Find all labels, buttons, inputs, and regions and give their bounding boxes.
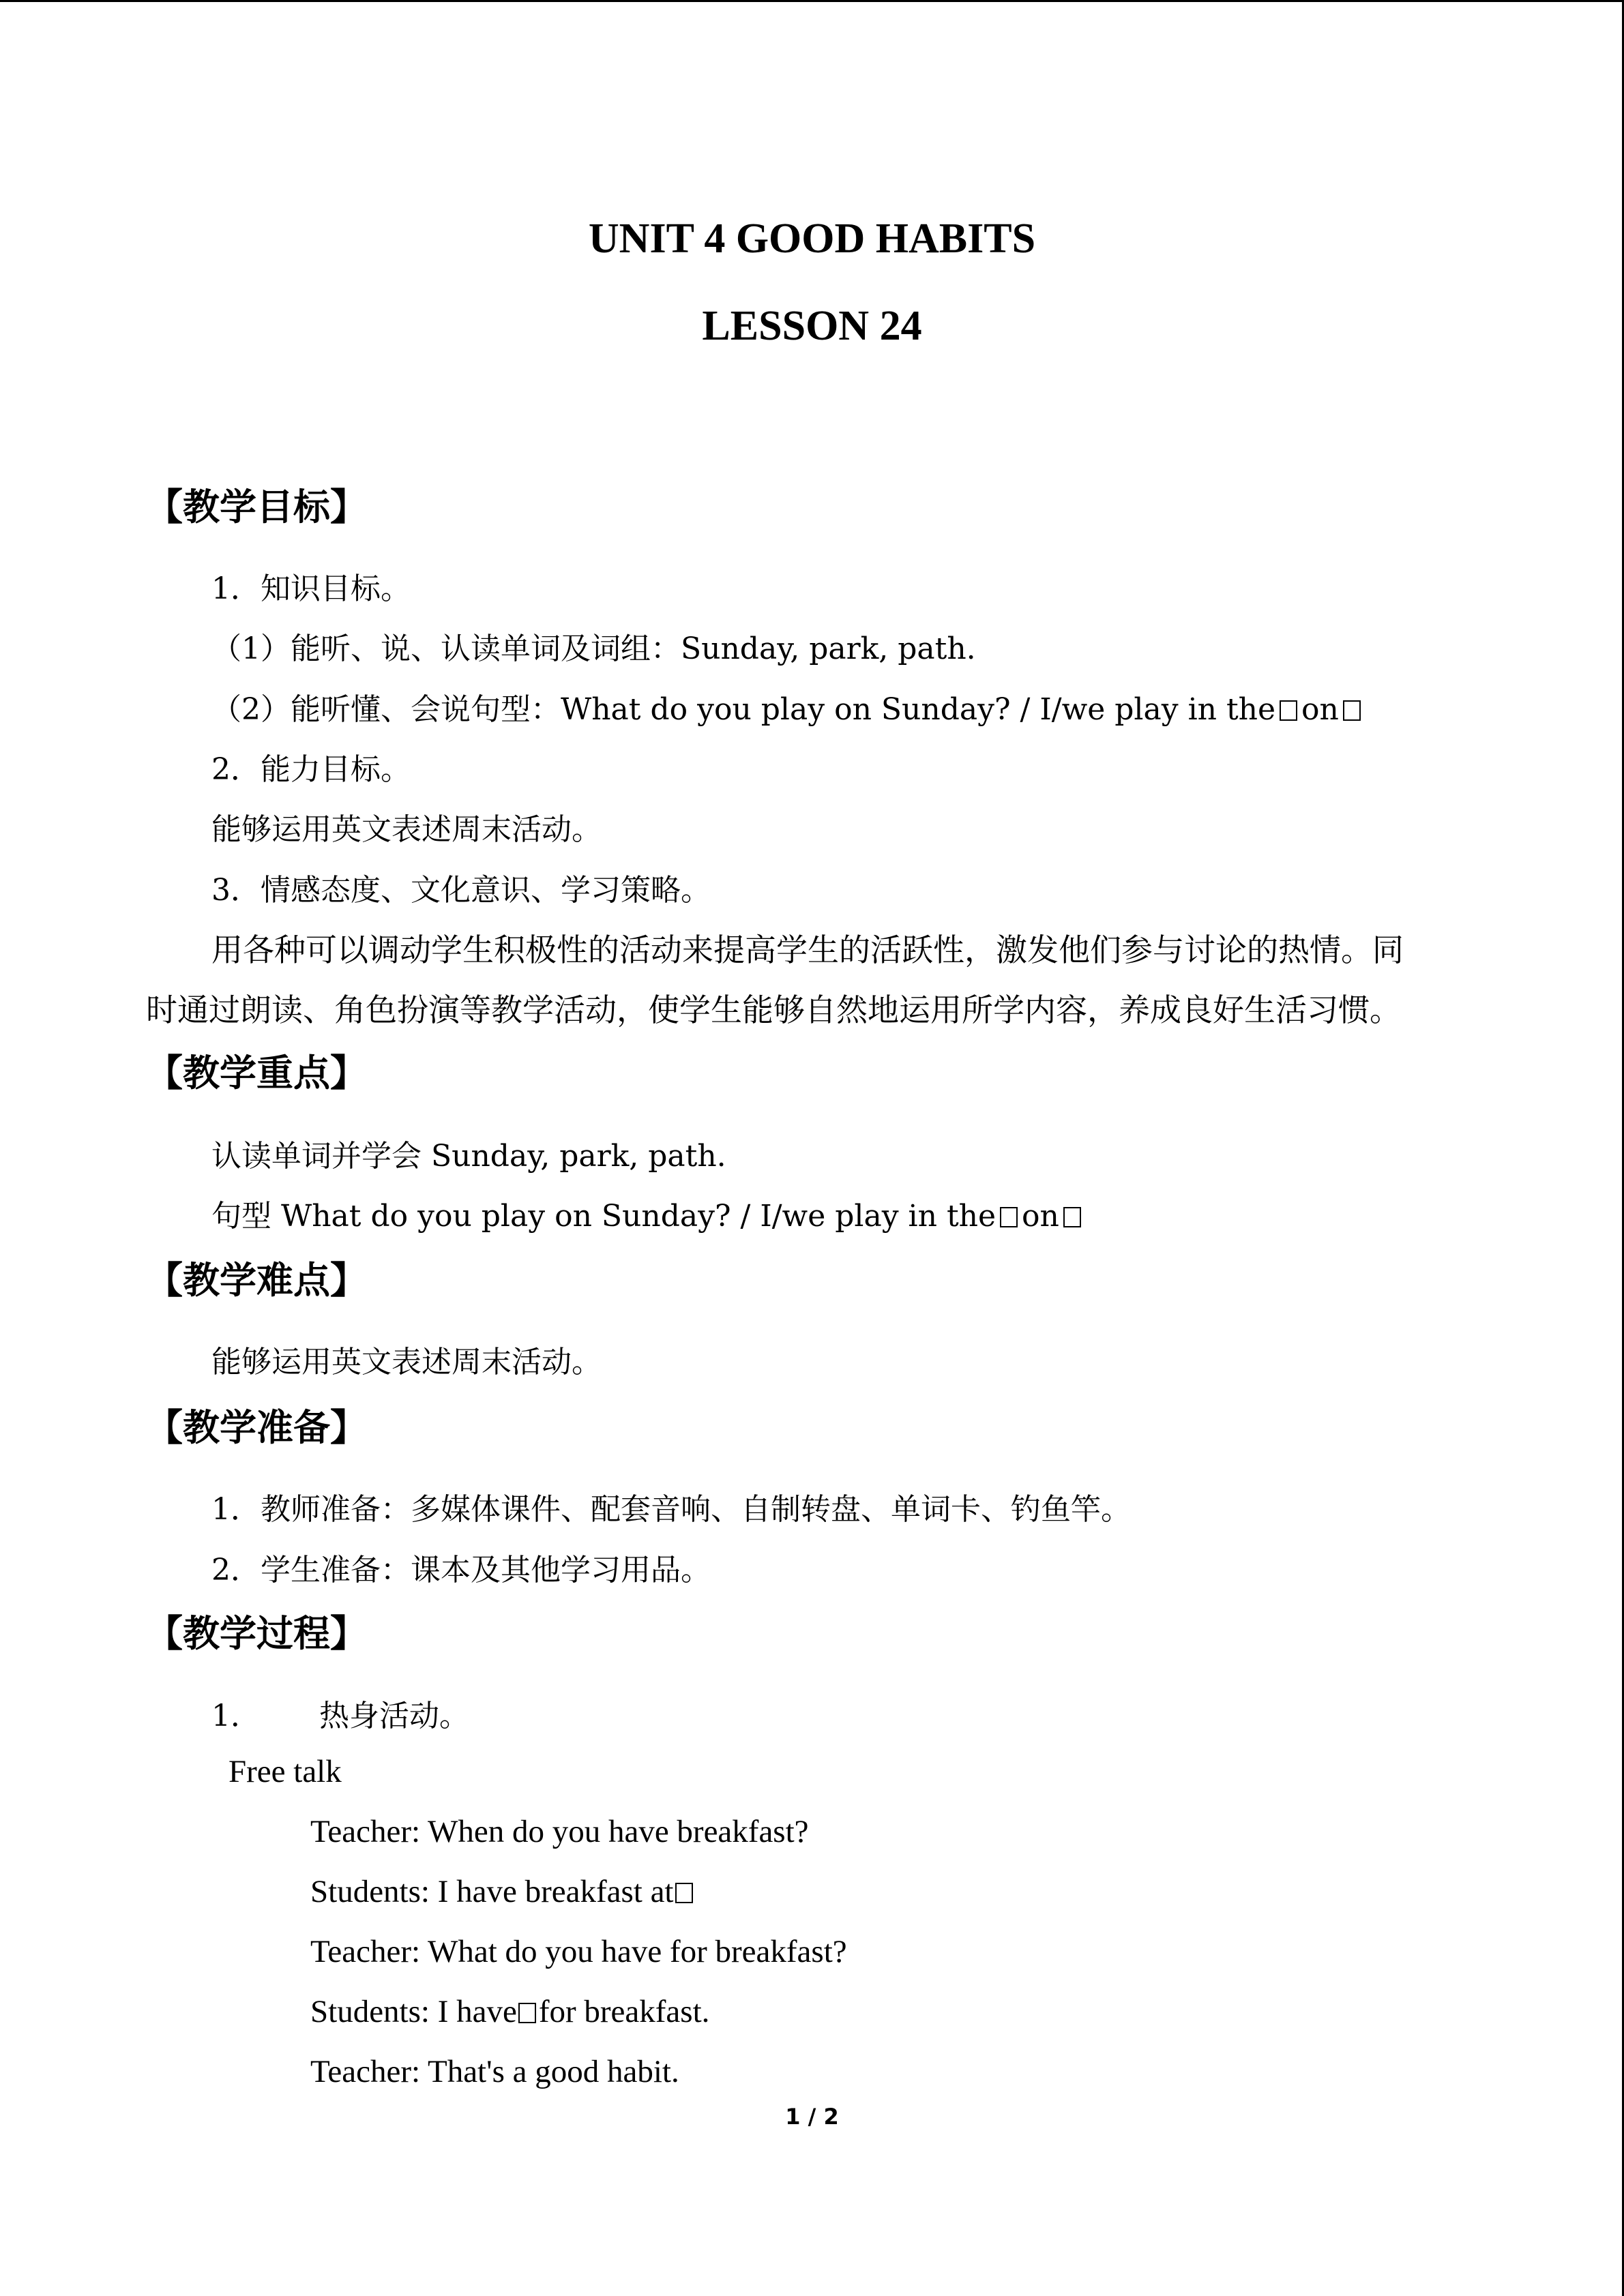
objective-knowledge-sub1: （1）能听、说、认读单词及词组：Sunday, park, path.: [211, 631, 976, 666]
blank-box: [1063, 1207, 1081, 1227]
blank-box: [1280, 700, 1297, 721]
dialogue-line-5: Teacher: That's a good habit.: [310, 2054, 679, 2089]
objective-knowledge: 1．知识目标。: [211, 571, 411, 606]
key-point-sentence-on: on: [1022, 1199, 1059, 1234]
key-point-words: 认读单词并学会 Sunday, park, path.: [211, 1139, 726, 1174]
key-points-heading: 【教学重点】: [146, 1052, 367, 1094]
objective-attitude-text-2: 时通过朗读、角色扮演等教学活动，使学生能够自然地运用所学内容，养成良好生活习惯。: [146, 992, 1401, 1028]
preparation-heading: 【教学准备】: [146, 1406, 367, 1449]
blank-box: [1343, 700, 1361, 721]
dialogue-line-2: [310, 1873, 696, 1910]
process-step1-number: 1．: [211, 1699, 261, 1733]
objective-knowledge-sub2-text: （2）能听懂、会说句型：What do you play on Sunday? / I/we play in the: [211, 692, 1276, 727]
key-point-sentence: [211, 1191, 1085, 1235]
dialogue-line-4-suffix: for breakfast.: [538, 1994, 710, 2029]
document-title: UNIT 4 GOOD HABITS: [588, 215, 1036, 262]
free-talk-label: Free talk: [228, 1754, 342, 1789]
objective-ability-text: 能够运用英文表述周末活动。: [211, 812, 602, 847]
dialogue-line-3: Teacher: What do you have for breakfast?: [310, 1934, 847, 1969]
blank-box: [1000, 1207, 1018, 1227]
page-indicator: 1 / 2: [785, 2104, 839, 2130]
preparation-teacher: 1．教师准备：多媒体课件、配套音响、自制转盘、单词卡、钓鱼竿。: [211, 1492, 1131, 1527]
objective-knowledge-sub2: [211, 685, 1365, 728]
objective-attitude-text-1: 用各种可以调动学生积极性的活动来提高学生的活跃性，激发他们参与讨论的热情。同: [211, 931, 1404, 968]
process-step1-label: 热身活动。: [319, 1699, 469, 1733]
dialogue-line-1: Teacher: When do you have breakfast?: [310, 1814, 809, 1849]
document-subtitle: LESSON 24: [702, 303, 922, 349]
objective-ability: 2．能力目标。: [211, 752, 411, 787]
blank-box: [675, 1883, 693, 1903]
blank-box: [518, 2003, 536, 2023]
difficulty-text: 能够运用英文表述周末活动。: [211, 1345, 602, 1380]
dialogue-line-4: [310, 1993, 709, 2030]
objective-attitude: 3．情感态度、文化意识、学习策略。: [211, 873, 711, 908]
preparation-students: 2．学生准备：课本及其他学习用品。: [211, 1553, 711, 1587]
objective-knowledge-sub2-on: on: [1301, 692, 1339, 727]
dialogue-line-4-text: Students: I have: [310, 1994, 517, 2029]
objectives-heading: 【教学目标】: [146, 486, 367, 528]
key-point-sentence-text: 句型 What do you play on Sunday? / I/we play in the: [211, 1199, 996, 1234]
process-heading: 【教学过程】: [146, 1612, 367, 1655]
dialogue-line-2-text: Students: I have breakfast at: [310, 1874, 674, 1909]
difficulties-heading: 【教学难点】: [146, 1259, 367, 1302]
